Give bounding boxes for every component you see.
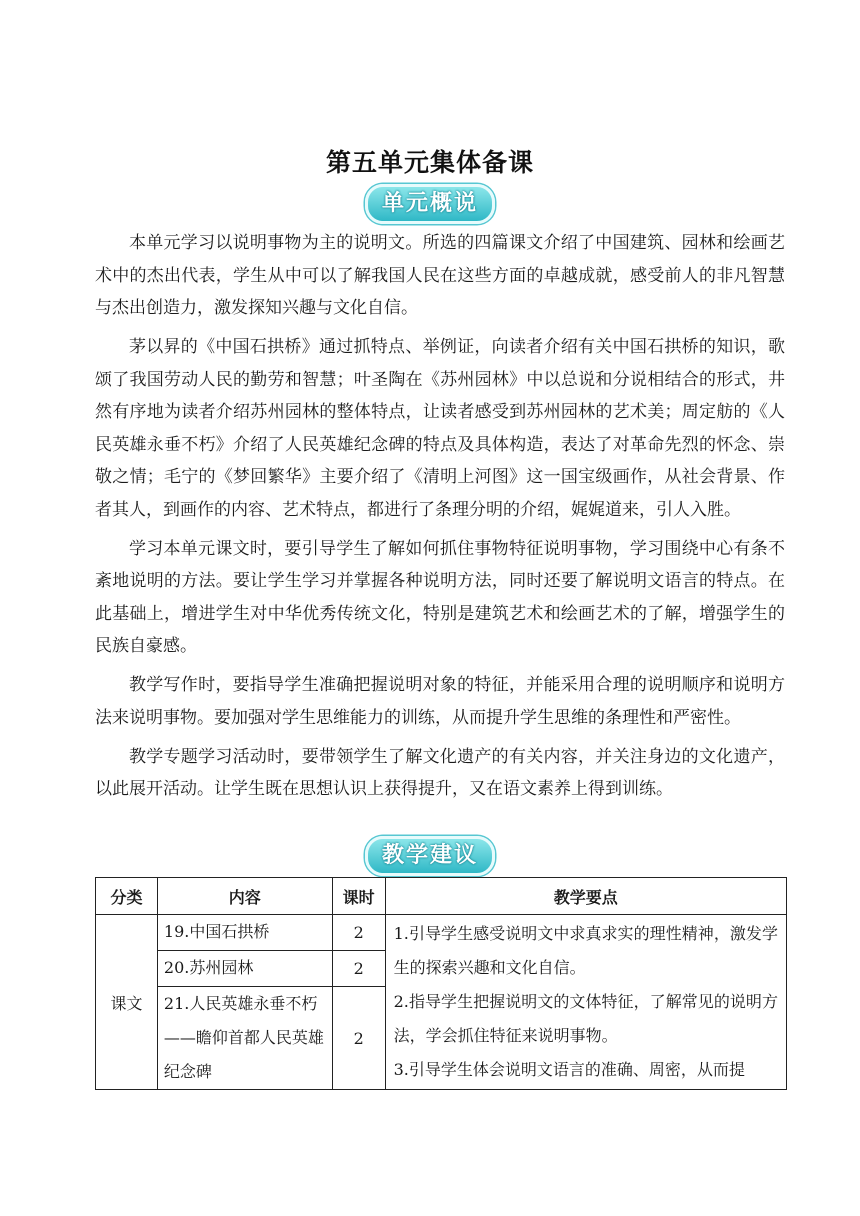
paragraph: 本单元学习以说明事物为主的说明文。所选的四篇课文介绍了中国建筑、园林和绘画艺术中的杰出代表，学生从中可以了解我国人民在这些方面的卓越成就，感受前人的非凡智慧与杰出创造力，激发探知兴趣与文化自信。 xyxy=(95,233,785,318)
key-point: 2.指导学生把握说明文的文体特征，了解常见的说明方法，学会抓住特征来说明事物。 xyxy=(393,992,778,1045)
teaching-suggestions-header xyxy=(0,836,860,876)
lesson-content: 21.人民英雄永垂不朽——瞻仰首都人民英雄纪念碑 xyxy=(157,987,332,1090)
teaching-plan-table xyxy=(95,877,787,1090)
table-header-row xyxy=(96,878,787,915)
paragraph: 学习本单元课文时，要引导学生了解如何抓住事物特征说明事物，学习围绕中心有条不紊地说明的方法。要让学生学习并掌握各种说明方法，同时还要了解说明文语言的特点。在此基础上，增进学生对中华优秀传统文化，特别是建筑艺术和绘画艺术的了解，增强学生的民族自豪感。 xyxy=(95,538,785,656)
page-title: 第五单元集体备课 xyxy=(325,148,534,177)
unit-overview-text xyxy=(95,227,785,812)
lesson-hours: 2 xyxy=(332,915,385,951)
paragraph: 教学写作时，要指导学生准确把握说明对象的特征，并能采用合理的说明顺序和说明方法来说明事物。要加强对学生思维能力的训练，从而提升学生思维的条理性和严密性。 xyxy=(95,675,785,728)
header-hours: 课时 xyxy=(332,878,385,915)
header-content: 内容 xyxy=(157,878,332,915)
paragraph: 教学专题学习活动时，要带领学生了解文化遗产的有关内容，并关注身边的文化遗产，以此展开活动。让学生既在思想认识上获得提升，又在语文素养上得到训练。 xyxy=(95,746,785,799)
paragraph: 茅以昇的《中国石拱桥》通过抓特点、举例证，向读者介绍有关中国石拱桥的知识，歌颂了我国劳动人民的勤劳和智慧；叶圣陶在《苏州园林》中以总说和分说相结合的形式，井然有序地为读者介绍苏州园林的整体特点，让读者感受到苏州园林的艺术美；周定舫的《人民英雄永垂不朽》介绍了人民英雄纪念碑的特点及具体构造，表达了对革命先烈的怀念、崇敬之情；毛宁的《梦回繁华》主要介绍了《清明上河图》这一国宝级画作，从社会背景、作者其人，到画作的内容、艺术特点，都进行了条理分明的介绍，娓娓道来，引人入胜。 xyxy=(95,337,785,520)
teaching-suggestions-badge: 教学建议 xyxy=(365,836,495,876)
unit-overview-badge: 单元概说 xyxy=(365,184,495,224)
lesson-hours: 2 xyxy=(332,951,385,987)
lesson-content: 19.中国石拱桥 xyxy=(157,915,332,951)
lesson-content: 20.苏州园林 xyxy=(157,951,332,987)
unit-overview-header xyxy=(0,184,860,224)
category-cell: 课文 xyxy=(96,915,158,1090)
key-point: 1.引导学生感受说明文中求真求实的理性精神，激发学生的探索兴趣和文化自信。 xyxy=(393,924,778,977)
header-category: 分类 xyxy=(96,878,158,915)
header-key-points: 教学要点 xyxy=(385,878,786,915)
lesson-hours: 2 xyxy=(332,987,385,1090)
key-points-cell xyxy=(385,915,786,1090)
table-row xyxy=(96,915,787,951)
key-point: 3.引导学生体会说明文语言的准确、周密，从而提 xyxy=(393,1060,745,1079)
